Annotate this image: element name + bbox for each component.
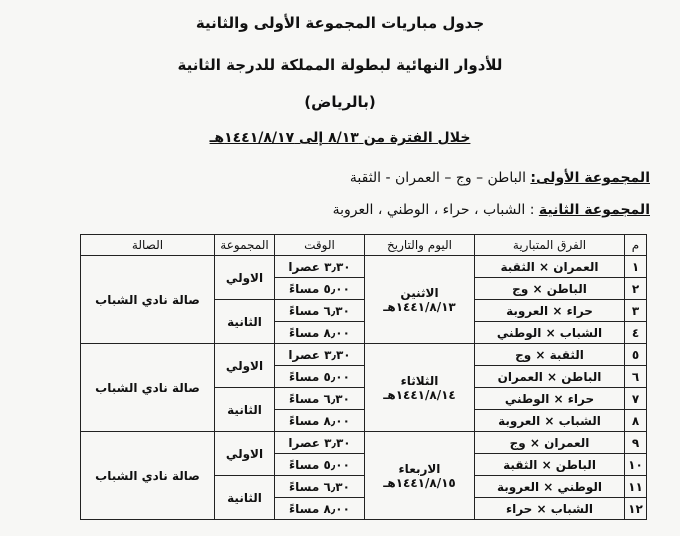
- group-one-label: المجموعة الأولى:: [530, 170, 650, 186]
- match-time: ٨٫٠٠ مساءً: [275, 410, 365, 432]
- header-time: الوقت: [275, 235, 365, 256]
- match-time: ٥٫٠٠ مساءً: [275, 454, 365, 476]
- day-date: ١٤٤١/٨/١٥هـ: [383, 475, 456, 490]
- header-group: المجموعة: [215, 235, 275, 256]
- match-teams: العمران × الثقبة: [475, 256, 625, 278]
- match-teams: الباطن × العمران: [475, 366, 625, 388]
- match-teams: حراء × الوطني: [475, 388, 625, 410]
- header-num: م: [625, 235, 647, 256]
- schedule-table: [80, 234, 647, 520]
- group-cell: الاولي: [215, 344, 275, 388]
- document-period: خلال الفترة من ٨/١٣ إلى ١٤٤١/٨/١٧هـ: [209, 130, 471, 146]
- group-cell: الاولي: [215, 256, 275, 300]
- match-time: ٨٫٠٠ مساءً: [275, 498, 365, 520]
- day-name: الاربعاء: [398, 461, 441, 476]
- match-teams: الشباب × الوطني: [475, 322, 625, 344]
- match-time: ٦٫٣٠ مساءً: [275, 476, 365, 498]
- match-number: ٦: [625, 366, 647, 388]
- day-date: ١٤٤١/٨/١٣هـ: [383, 299, 456, 314]
- day-name: الاثنين: [400, 285, 439, 300]
- match-number: ٤: [625, 322, 647, 344]
- header-day-date: اليوم والتاريخ: [365, 235, 475, 256]
- day-name: الثلاثاء: [400, 373, 439, 388]
- day-date: ١٤٤١/٨/١٤هـ: [383, 387, 456, 402]
- match-time: ٣٫٣٠ عصرا: [275, 344, 365, 366]
- group-cell: الثانية: [215, 300, 275, 344]
- match-number: ١: [625, 256, 647, 278]
- match-teams: حراء × العروبة: [475, 300, 625, 322]
- match-number: ٨: [625, 410, 647, 432]
- match-teams: الشباب × حراء: [475, 498, 625, 520]
- match-teams: الثقبة × وج: [475, 344, 625, 366]
- match-time: ٣٫٣٠ عصرا: [275, 432, 365, 454]
- match-teams: الوطني × العروبة: [475, 476, 625, 498]
- table-row: [81, 432, 647, 454]
- match-time: ٥٫٠٠ مساءً: [275, 366, 365, 388]
- document-location: (بالرياض): [304, 93, 376, 111]
- match-time: ٦٫٣٠ مساءً: [275, 300, 365, 322]
- match-number: ١١: [625, 476, 647, 498]
- table-header-row: [81, 235, 647, 256]
- table-row: [81, 256, 647, 278]
- match-number: ١٢: [625, 498, 647, 520]
- match-teams: العمران × وج: [475, 432, 625, 454]
- match-teams: الباطن × وج: [475, 278, 625, 300]
- group-cell: الثانية: [215, 388, 275, 432]
- match-time: ٨٫٠٠ مساءً: [275, 322, 365, 344]
- match-number: ١٠: [625, 454, 647, 476]
- group-one-teams: الباطن – وج – العمران - الثقبة: [349, 170, 531, 186]
- group-two-label: المجموعة الثانية: [538, 202, 650, 218]
- header-teams: الفرق المتبارية: [475, 235, 625, 256]
- match-number: ٥: [625, 344, 647, 366]
- group-two-teams: : الشباب ، حراء ، الوطني ، العروبة: [332, 202, 539, 218]
- match-number: ٢: [625, 278, 647, 300]
- day-date-cell: [365, 432, 475, 520]
- match-number: ٩: [625, 432, 647, 454]
- group-two-line: [333, 202, 650, 218]
- match-teams: الشباب × العروبة: [475, 410, 625, 432]
- hall-cell: صالة نادي الشباب: [81, 256, 215, 344]
- group-one-line: [350, 170, 650, 186]
- match-number: ٣: [625, 300, 647, 322]
- day-date-cell: [365, 256, 475, 344]
- hall-cell: صالة نادي الشباب: [81, 432, 215, 520]
- group-cell: الثانية: [215, 476, 275, 520]
- document-title: جدول مباريات المجموعة الأولى والثانية: [195, 14, 485, 32]
- table-row: [81, 344, 647, 366]
- header-hall: الصالة: [81, 235, 215, 256]
- match-number: ٧: [625, 388, 647, 410]
- group-cell: الاولي: [215, 432, 275, 476]
- day-date-cell: [365, 344, 475, 432]
- match-time: ٦٫٣٠ مساءً: [275, 388, 365, 410]
- match-time: ٥٫٠٠ مساءً: [275, 278, 365, 300]
- hall-cell: صالة نادي الشباب: [81, 344, 215, 432]
- match-teams: الباطن × الثقبة: [475, 454, 625, 476]
- document-subtitle: للأدوار النهائية لبطولة المملكة للدرجة الثانية: [177, 56, 503, 74]
- match-time: ٣٫٣٠ عصرا: [275, 256, 365, 278]
